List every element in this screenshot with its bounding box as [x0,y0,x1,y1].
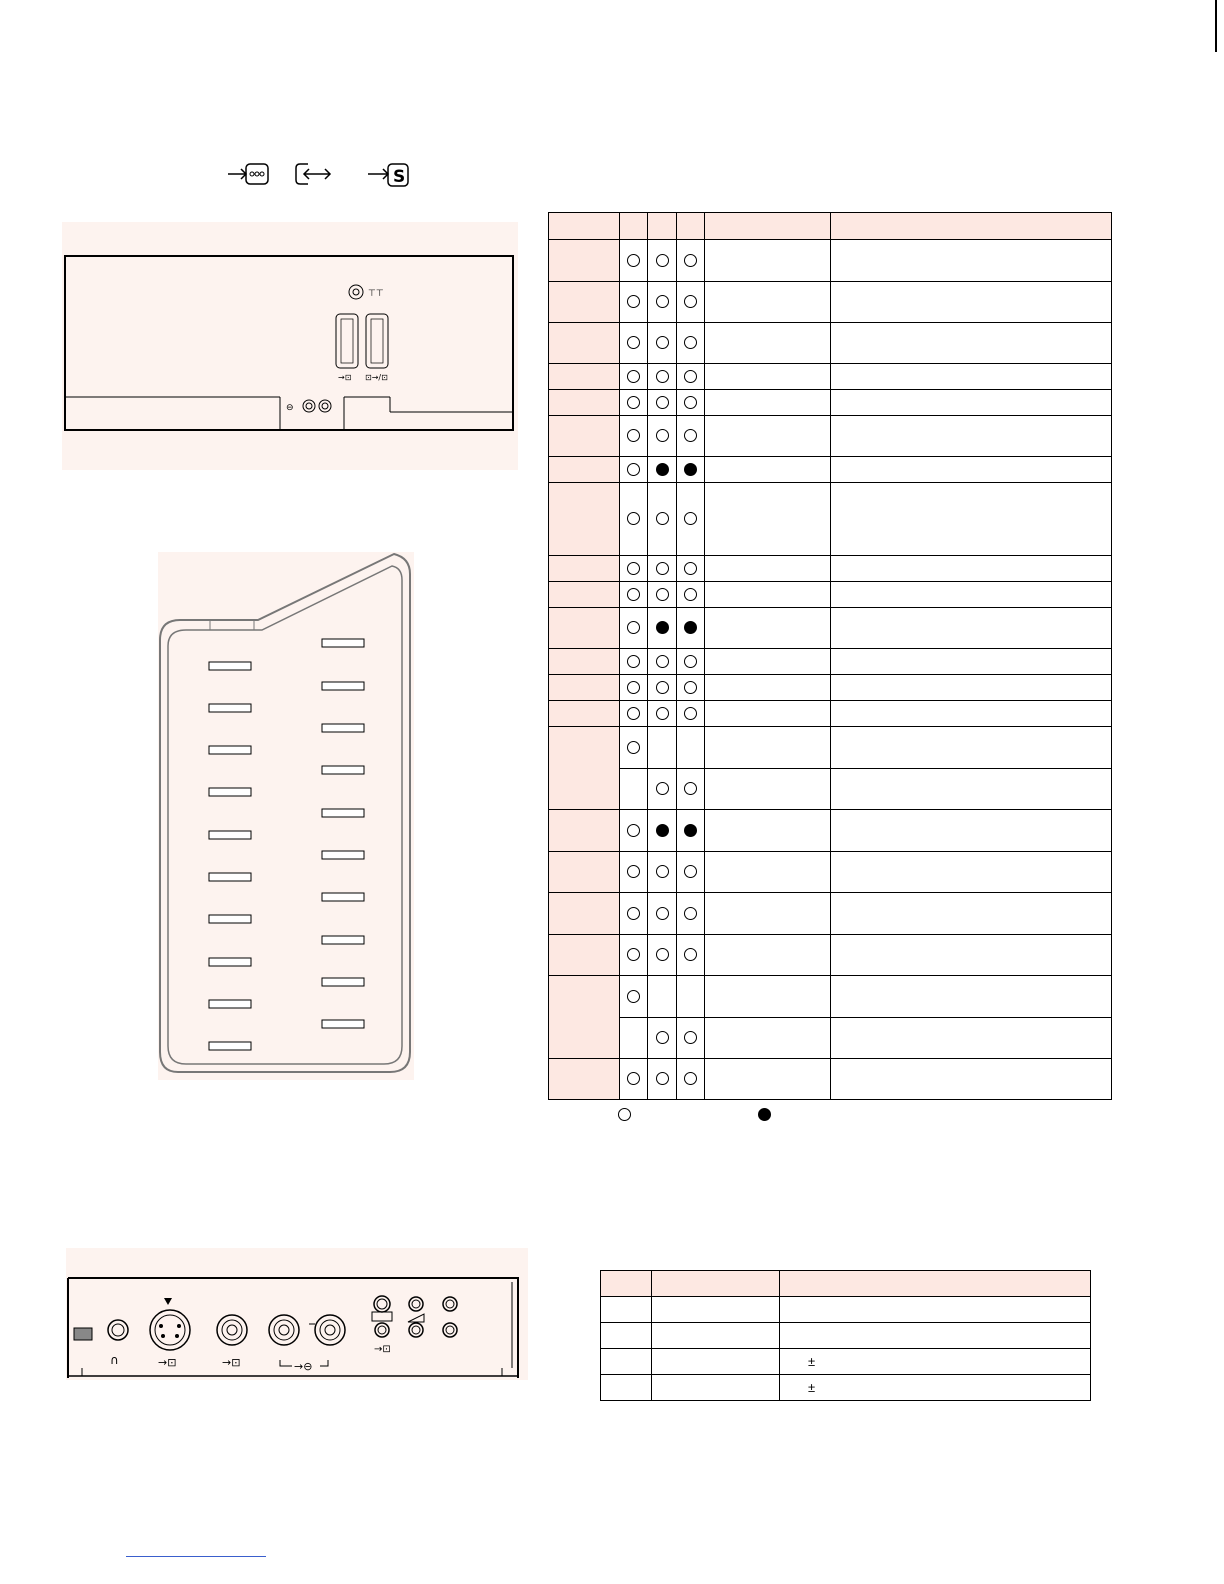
svg-text:→⊖: →⊖ [294,1360,313,1373]
pin-row [549,976,1112,1018]
mark-cell [677,893,705,935]
spec-cell [601,1271,652,1297]
pin-number-cell [549,240,620,282]
mark-cell [677,675,705,701]
mark-cell [620,240,648,282]
svg-text:→⊡: →⊡ [222,1356,241,1369]
open-circle-icon [618,1108,631,1121]
open-circle-icon [656,295,669,308]
open-circle-icon [684,562,697,575]
level-cell [831,457,1112,483]
mark-cell [648,810,677,852]
svg-text:⊡→/⊡: ⊡→/⊡ [365,373,388,382]
mark-cell [677,810,705,852]
level-cell [831,701,1112,727]
level-cell [831,769,1112,810]
pin-number-cell [549,935,620,976]
mark-cell [648,727,677,769]
svg-text:∩: ∩ [110,1353,119,1367]
pin-row [549,893,1112,935]
signal-cell [705,556,831,582]
mark-cell [677,769,705,810]
edge-line [1215,0,1217,52]
mark-cell [677,727,705,769]
open-circle-icon [627,562,640,575]
svg-text:⊖: ⊖ [286,403,294,413]
open-circle-icon [627,463,640,476]
pin-number-cell [549,727,620,810]
mark-cell [677,976,705,1018]
mark-cell [677,364,705,390]
mark-cell [648,976,677,1018]
mark-cell [620,976,648,1018]
spec-cell [601,1349,652,1375]
open-circle-icon [656,370,669,383]
pin-number-cell [549,1059,620,1100]
open-circle-icon [656,588,669,601]
signal-cell [705,282,831,323]
pin-number-cell [549,649,620,675]
level-cell [831,416,1112,457]
open-circle-icon [627,512,640,525]
level-cell [831,556,1112,582]
open-circle-icon [627,707,640,720]
pin-row [549,810,1112,852]
mark-cell [620,582,648,608]
open-circle-icon [656,782,669,795]
mark-cell [648,240,677,282]
scart-pin-table [548,212,1112,1100]
pin-number-cell [549,810,620,852]
mark-cell [648,1018,677,1059]
mark-cell [648,323,677,364]
open-circle-icon [656,1031,669,1044]
pin-row [549,649,1112,675]
open-circle-icon [656,396,669,409]
open-circle-icon [684,588,697,601]
spec-cell [652,1323,780,1349]
pin-row [549,416,1112,457]
level-cell [831,675,1112,701]
signal-cell [705,893,831,935]
open-circle-icon [656,948,669,961]
open-circle-icon [684,336,697,349]
header-signal [705,213,831,240]
pin-number-cell [549,701,620,727]
level-cell [831,1059,1112,1100]
mark-cell [677,390,705,416]
signal-cell [705,323,831,364]
signal-cell [705,390,831,416]
open-circle-icon [656,254,669,267]
spec-table [600,1270,1091,1401]
open-circle-icon [684,865,697,878]
level-cell [831,976,1112,1018]
header-mark-2 [648,213,677,240]
filled-circle-icon [684,463,697,476]
open-circle-icon [684,681,697,694]
pin-number-cell [549,675,620,701]
signal-cell [705,416,831,457]
mark-cell [648,852,677,893]
spec-cell [780,1297,1091,1323]
level-cell [831,810,1112,852]
mark-cell [648,582,677,608]
svg-text:⊤⊤: ⊤⊤ [368,289,384,299]
mark-cell [677,701,705,727]
open-circle-icon [656,562,669,575]
open-circle-icon [656,707,669,720]
spec-cell [780,1323,1091,1349]
pin-row [549,457,1112,483]
svg-text:→⊡: →⊡ [158,1356,177,1369]
spec-row [601,1271,1091,1297]
mark-cell [648,282,677,323]
mark-cell [620,649,648,675]
mark-cell [648,649,677,675]
header-level [831,213,1112,240]
open-circle-icon [656,655,669,668]
pin-number-cell [549,582,620,608]
pin-row [549,701,1112,727]
filled-circle-icon [656,621,669,634]
pin-row [549,582,1112,608]
signal-cell [705,240,831,282]
mark-cell [648,701,677,727]
level-cell [831,483,1112,556]
open-circle-icon [684,782,697,795]
open-circle-icon [656,429,669,442]
open-circle-icon [656,865,669,878]
spec-row [601,1297,1091,1323]
filled-circle-icon [684,621,697,634]
level-cell [831,649,1112,675]
mark-cell [677,582,705,608]
filled-circle-icon [758,1108,771,1121]
open-circle-icon [627,1072,640,1085]
mark-cell [648,364,677,390]
mark-cell [648,390,677,416]
level-cell [831,390,1112,416]
mark-cell [648,416,677,457]
pin-row [549,364,1112,390]
mark-cell [620,852,648,893]
spec-cell [780,1271,1091,1297]
level-cell [831,282,1112,323]
header-pin [549,213,620,240]
mark-cell [620,1059,648,1100]
rgb-input-icon [226,160,270,188]
pin-number-cell [549,893,620,935]
pin-number-cell [549,282,620,323]
pin-row [549,727,1112,769]
open-circle-icon [656,512,669,525]
mark-cell [620,483,648,556]
open-circle-icon [656,1072,669,1085]
open-circle-icon [627,621,640,634]
open-circle-icon [684,512,697,525]
level-cell [831,608,1112,649]
pin-number-cell [549,976,620,1059]
open-circle-icon [627,741,640,754]
mark-cell [677,1059,705,1100]
mark-cell [677,935,705,976]
signal-cell [705,727,831,769]
signal-cell [705,1018,831,1059]
open-circle-icon [684,1072,697,1085]
pin-number-cell [549,390,620,416]
mark-cell [620,556,648,582]
signal-cell [705,364,831,390]
signal-cell [705,701,831,727]
level-cell [831,852,1112,893]
signal-cell [705,649,831,675]
mark-cell [620,769,648,810]
pin-row [549,852,1112,893]
open-circle-icon [627,336,640,349]
header-mark-3 [677,213,705,240]
pin-row [549,483,1112,556]
signal-cell [705,935,831,976]
mark-cell [620,675,648,701]
pin-number-cell [549,416,620,457]
mark-cell [620,282,648,323]
header-mark-1 [620,213,648,240]
open-circle-icon [684,295,697,308]
open-circle-icon [627,865,640,878]
mark-cell [620,416,648,457]
open-circle-icon [627,824,640,837]
mark-cell [620,1018,648,1059]
rear-panel-diagram [62,222,518,470]
mark-cell [677,240,705,282]
open-circle-icon [627,295,640,308]
level-cell [831,364,1112,390]
level-cell [831,1018,1112,1059]
spec-cell [652,1271,780,1297]
mark-cell [620,364,648,390]
level-cell [831,323,1112,364]
open-circle-icon [684,254,697,267]
spec-cell [601,1375,652,1401]
mark-cell [620,701,648,727]
signal-cell [705,852,831,893]
pin-row [549,1018,1112,1059]
signal-cell [705,675,831,701]
mark-cell [620,323,648,364]
spec-cell: ± [780,1375,1091,1401]
level-cell [831,893,1112,935]
spec-cell [652,1349,780,1375]
spec-cell [601,1297,652,1323]
open-circle-icon [627,370,640,383]
open-circle-icon [627,655,640,668]
open-circle-icon [627,588,640,601]
open-circle-icon [627,681,640,694]
mark-cell [677,1018,705,1059]
pin-number-cell [549,852,620,893]
pin-row [549,240,1112,282]
mark-cell [677,649,705,675]
mark-cell [677,282,705,323]
mark-cell [648,457,677,483]
open-circle-icon [684,655,697,668]
mark-cell [677,416,705,457]
table-legend [548,1104,1111,1128]
mark-cell [620,810,648,852]
mark-cell [620,727,648,769]
mark-cell [677,556,705,582]
svg-text:→⊡: →⊡ [338,373,352,382]
svg-text:S: S [393,167,406,187]
open-circle-icon [684,907,697,920]
mark-cell [677,483,705,556]
filled-circle-icon [684,824,697,837]
pin-number-cell [549,323,620,364]
pin-number-cell [549,364,620,390]
scart-connector-diagram [158,552,414,1080]
pin-number-cell [549,457,620,483]
mark-cell [620,893,648,935]
open-circle-icon [627,429,640,442]
mark-cell [677,323,705,364]
pin-row [549,1059,1112,1100]
mark-cell [620,608,648,649]
mark-cell [648,483,677,556]
pin-number-cell [549,608,620,649]
pin-row [549,323,1112,364]
open-circle-icon [627,254,640,267]
s-video-input-icon [366,160,410,188]
spec-row [601,1375,1091,1401]
filled-circle-icon [656,463,669,476]
mark-cell [648,935,677,976]
pin-number-cell [549,483,620,556]
spec-cell [601,1323,652,1349]
svg-text:→⊡: →⊡ [374,1344,391,1355]
spec-cell: ± [780,1349,1091,1375]
pin-number-cell [549,556,620,582]
mark-cell [648,556,677,582]
open-circle-icon [684,396,697,409]
pin-row [549,390,1112,416]
pin-row [549,282,1112,323]
pin-row [549,675,1112,701]
mark-cell [648,769,677,810]
signal-cell [705,483,831,556]
open-circle-icon [627,907,640,920]
open-circle-icon [684,948,697,961]
level-cell [831,240,1112,282]
pin-row [549,935,1112,976]
signal-cell [705,810,831,852]
mark-cell [648,893,677,935]
spec-cell [652,1297,780,1323]
open-circle-icon [627,990,640,1003]
signal-cell [705,457,831,483]
signal-cell [705,1059,831,1100]
open-circle-icon [684,370,697,383]
open-circle-icon [684,707,697,720]
signal-cell [705,976,831,1018]
av-in-out-icon [294,160,334,188]
mark-cell [620,390,648,416]
signal-cell [705,582,831,608]
open-circle-icon [656,681,669,694]
filled-circle-icon [656,824,669,837]
open-circle-icon [627,396,640,409]
mark-cell [677,608,705,649]
pin-row [549,556,1112,582]
footer-link-line [126,1556,266,1557]
open-circle-icon [656,336,669,349]
level-cell [831,582,1112,608]
mark-cell [648,675,677,701]
front-panel-diagram [66,1248,528,1380]
pin-row [549,769,1112,810]
level-cell [831,727,1112,769]
mark-cell [677,852,705,893]
mark-cell [620,457,648,483]
mark-cell [677,457,705,483]
spec-row [601,1323,1091,1349]
level-cell [831,935,1112,976]
spec-cell [652,1375,780,1401]
signal-cell [705,608,831,649]
mark-cell [648,1059,677,1100]
pin-row [549,608,1112,649]
mark-cell [648,608,677,649]
open-circle-icon [656,907,669,920]
open-circle-icon [684,1031,697,1044]
mark-cell [620,935,648,976]
open-circle-icon [627,948,640,961]
open-circle-icon [684,429,697,442]
signal-cell [705,769,831,810]
spec-row [601,1349,1091,1375]
